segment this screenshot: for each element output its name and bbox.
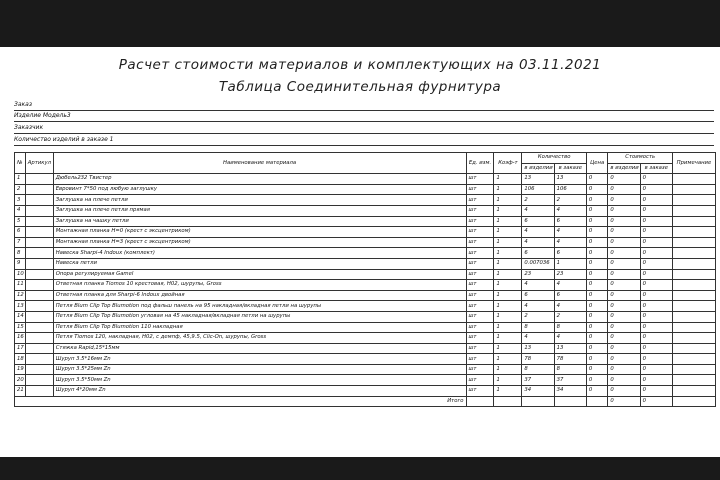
row-cost-item: 0 — [608, 205, 640, 216]
col-article: Артикул — [25, 153, 53, 174]
row-qty-item: 34 — [522, 386, 554, 397]
row-coef: 1 — [494, 364, 522, 375]
row-unit: шт — [466, 301, 494, 312]
row-qty-item: 8 — [522, 364, 554, 375]
row-num: 12 — [15, 290, 26, 301]
row-cost-item: 0 — [608, 258, 640, 269]
row-qty-order: 4 — [554, 205, 586, 216]
row-price: 0 — [586, 280, 608, 291]
row-unit: шт — [466, 322, 494, 333]
materials-table — [14, 152, 716, 407]
row-cost-order: 0 — [640, 311, 672, 322]
row-qty-order: 8 — [554, 364, 586, 375]
row-num: 2 — [15, 184, 26, 195]
row-article — [25, 195, 53, 206]
row-price: 0 — [586, 311, 608, 322]
row-qty-order: 6 — [554, 248, 586, 259]
col-unit: Ед. изм. — [466, 153, 494, 174]
col-price: Цена — [586, 153, 608, 174]
row-cost-item: 0 — [608, 184, 640, 195]
row-cost-item: 0 — [608, 269, 640, 280]
row-price: 0 — [586, 195, 608, 206]
table-row — [15, 364, 716, 375]
row-cost-order: 0 — [640, 258, 672, 269]
row-article — [25, 322, 53, 333]
row-article — [25, 311, 53, 322]
row-article — [25, 227, 53, 238]
row-qty-order: 4 — [554, 301, 586, 312]
row-note — [672, 258, 715, 269]
row-name: Петля Blum Clip Top Blumotion 110 накладная — [53, 322, 466, 333]
row-qty-order: 13 — [554, 174, 586, 185]
row-qty-order: 4 — [554, 333, 586, 344]
row-name: Опора регулируемая Gamel — [53, 269, 466, 280]
row-price: 0 — [586, 227, 608, 238]
row-note — [672, 375, 715, 386]
row-unit: шт — [466, 227, 494, 238]
row-article — [25, 184, 53, 195]
col-cost: Стоимость — [608, 153, 673, 164]
row-note — [672, 333, 715, 344]
row-unit: шт — [466, 280, 494, 291]
row-price: 0 — [586, 290, 608, 301]
row-price: 0 — [586, 205, 608, 216]
row-cost-item: 0 — [608, 237, 640, 248]
row-coef: 1 — [494, 354, 522, 365]
row-num: 6 — [15, 227, 26, 238]
row-article — [25, 375, 53, 386]
row-coef: 1 — [494, 375, 522, 386]
row-unit: шт — [466, 333, 494, 344]
row-num: 13 — [15, 301, 26, 312]
col-num: № — [15, 153, 26, 174]
table-row — [15, 248, 716, 259]
meta-product: Изделие Модель3 — [14, 111, 714, 122]
row-qty-item: 8 — [522, 322, 554, 333]
row-num: 3 — [15, 195, 26, 206]
row-num: 4 — [15, 205, 26, 216]
row-cost-item: 0 — [608, 386, 640, 397]
row-cost-item: 0 — [608, 280, 640, 291]
row-cost-order: 0 — [640, 322, 672, 333]
row-article — [25, 301, 53, 312]
row-unit: шт — [466, 269, 494, 280]
table-row — [15, 216, 716, 227]
col-cost-order: в заказе — [640, 163, 672, 174]
row-cost-item: 0 — [608, 227, 640, 238]
row-name: Стяжка Rapid,15*15мм — [53, 343, 466, 354]
row-note — [672, 343, 715, 354]
row-unit: шт — [466, 386, 494, 397]
row-qty-item: 4 — [522, 280, 554, 291]
row-note — [672, 280, 715, 291]
row-qty-item: 0.007036 — [522, 258, 554, 269]
row-qty-order: 37 — [554, 375, 586, 386]
row-qty-item: 4 — [522, 333, 554, 344]
table-row — [15, 311, 716, 322]
table-row — [15, 290, 716, 301]
row-note — [672, 184, 715, 195]
row-price: 0 — [586, 333, 608, 344]
row-price: 0 — [586, 364, 608, 375]
row-coef: 1 — [494, 248, 522, 259]
row-price: 0 — [586, 184, 608, 195]
col-name: Наименование материала — [53, 153, 466, 174]
row-cost-order: 0 — [640, 174, 672, 185]
row-cost-order: 0 — [640, 354, 672, 365]
row-num: 11 — [15, 280, 26, 291]
row-coef: 1 — [494, 237, 522, 248]
row-name: Евровинт 7*50 под любую заглушку — [53, 184, 466, 195]
row-unit: шт — [466, 184, 494, 195]
row-num: 9 — [15, 258, 26, 269]
row-article — [25, 333, 53, 344]
row-num: 8 — [15, 248, 26, 259]
row-num: 15 — [15, 322, 26, 333]
row-note — [672, 195, 715, 206]
row-qty-item: 4 — [522, 227, 554, 238]
row-num: 5 — [15, 216, 26, 227]
row-name: Навеска петли — [53, 258, 466, 269]
row-unit: шт — [466, 216, 494, 227]
row-article — [25, 269, 53, 280]
row-num: 20 — [15, 375, 26, 386]
row-cost-order: 0 — [640, 216, 672, 227]
row-coef: 1 — [494, 227, 522, 238]
row-coef: 1 — [494, 280, 522, 291]
row-note — [672, 386, 715, 397]
row-cost-order: 0 — [640, 248, 672, 259]
row-qty-item: 37 — [522, 375, 554, 386]
row-qty-order: 23 — [554, 269, 586, 280]
row-price: 0 — [586, 301, 608, 312]
row-cost-order: 0 — [640, 269, 672, 280]
row-article — [25, 174, 53, 185]
row-price: 0 — [586, 375, 608, 386]
row-note — [672, 311, 715, 322]
row-note — [672, 301, 715, 312]
row-num: 10 — [15, 269, 26, 280]
col-cost-item: в изделии — [608, 163, 640, 174]
table-row — [15, 322, 716, 333]
row-price: 0 — [586, 322, 608, 333]
row-coef: 1 — [494, 269, 522, 280]
row-name: Петля Blum Clip Top Blumotion угловая на 45 накладная/вкладная петли на шурупы — [53, 311, 466, 322]
table-row — [15, 227, 716, 238]
document-subtitle: Таблица Соединительная фурнитура — [218, 79, 502, 95]
table-row — [15, 375, 716, 386]
row-qty-order: 78 — [554, 354, 586, 365]
row-note — [672, 269, 715, 280]
row-name: Дюбель232 Твистер — [53, 174, 466, 185]
row-name: Заглушка на чашку петли — [53, 216, 466, 227]
row-num: 21 — [15, 386, 26, 397]
row-qty-order: 8 — [554, 322, 586, 333]
row-num: 17 — [15, 343, 26, 354]
row-name: Монтажная планка H=3 (крест с эксцентриком) — [53, 237, 466, 248]
row-note — [672, 227, 715, 238]
row-name: Петля Tiomos 120, накладная, H02, с демпф, 45,9.5, Clic-On, шурупы, Gross — [53, 333, 466, 344]
row-article — [25, 343, 53, 354]
row-cost-item: 0 — [608, 354, 640, 365]
row-cost-order: 0 — [640, 184, 672, 195]
row-cost-order: 0 — [640, 343, 672, 354]
row-num: 16 — [15, 333, 26, 344]
row-cost-order: 0 — [640, 301, 672, 312]
row-cost-order: 0 — [640, 205, 672, 216]
row-unit: шт — [466, 258, 494, 269]
row-qty-order: 4 — [554, 227, 586, 238]
row-cost-order: 0 — [640, 227, 672, 238]
row-cost-item: 0 — [608, 195, 640, 206]
row-note — [672, 364, 715, 375]
row-name: Шуруп 3.5*16мм Zn — [53, 354, 466, 365]
row-qty-order: 34 — [554, 386, 586, 397]
row-name: Шуруп 3.5*25мм Zn — [53, 364, 466, 375]
row-num: 7 — [15, 237, 26, 248]
table-row — [15, 386, 716, 397]
row-cost-item: 0 — [608, 290, 640, 301]
row-cost-order: 0 — [640, 375, 672, 386]
row-price: 0 — [586, 354, 608, 365]
row-price: 0 — [586, 248, 608, 259]
row-num: 1 — [15, 174, 26, 185]
row-price: 0 — [586, 269, 608, 280]
meta-quantity: Количество изделий в заказе 1 — [14, 135, 714, 146]
document-title: Расчет стоимости материалов и комплектующих на 03.11.2021 — [118, 57, 602, 73]
row-name: Монтажная планка H=0 (крест с эксцентриком) — [53, 227, 466, 238]
row-qty-order: 1 — [554, 258, 586, 269]
table-row — [15, 269, 716, 280]
row-name: Навеска Sharpi-4 Indoux (комплект) — [53, 248, 466, 259]
row-unit: шт — [466, 195, 494, 206]
col-qty-order: в заказе — [554, 163, 586, 174]
row-article — [25, 386, 53, 397]
row-coef: 1 — [494, 174, 522, 185]
row-note — [672, 354, 715, 365]
row-name: Шуруп 3.5*50мм Zn — [53, 375, 466, 386]
row-coef: 1 — [494, 205, 522, 216]
row-cost-item: 0 — [608, 216, 640, 227]
row-note — [672, 216, 715, 227]
row-qty-order: 2 — [554, 311, 586, 322]
col-coef: Коэф-т — [494, 153, 522, 174]
row-coef: 1 — [494, 290, 522, 301]
row-qty-item: 6 — [522, 290, 554, 301]
row-qty-item: 78 — [522, 354, 554, 365]
row-article — [25, 258, 53, 269]
row-article — [25, 216, 53, 227]
row-article — [25, 280, 53, 291]
row-article — [25, 248, 53, 259]
row-unit: шт — [466, 248, 494, 259]
row-coef: 1 — [494, 258, 522, 269]
row-note — [672, 205, 715, 216]
row-qty-order: 13 — [554, 343, 586, 354]
row-unit: шт — [466, 174, 494, 185]
table-row — [15, 333, 716, 344]
col-qty-item: в изделии — [522, 163, 554, 174]
row-coef: 1 — [494, 311, 522, 322]
row-note — [672, 290, 715, 301]
row-price: 0 — [586, 258, 608, 269]
row-qty-item: 4 — [522, 237, 554, 248]
row-cost-order: 0 — [640, 195, 672, 206]
row-qty-order: 4 — [554, 237, 586, 248]
row-price: 0 — [586, 237, 608, 248]
row-unit: шт — [466, 343, 494, 354]
row-name: Петля Blum Clip Top Blumotion под фальш панель на 95 накладная/вкладная петли на шурупы — [53, 301, 466, 312]
row-coef: 1 — [494, 322, 522, 333]
row-cost-item: 0 — [608, 333, 640, 344]
row-qty-item: 6 — [522, 248, 554, 259]
row-article — [25, 290, 53, 301]
row-qty-item: 4 — [522, 205, 554, 216]
row-unit: шт — [466, 237, 494, 248]
row-coef: 1 — [494, 343, 522, 354]
row-qty-item: 6 — [522, 216, 554, 227]
row-price: 0 — [586, 343, 608, 354]
meta-order: Заказ — [14, 100, 714, 111]
row-coef: 1 — [494, 216, 522, 227]
row-cost-item: 0 — [608, 375, 640, 386]
row-unit: шт — [466, 290, 494, 301]
row-num: 14 — [15, 311, 26, 322]
total-cost-item: 0 — [608, 396, 640, 407]
row-price: 0 — [586, 216, 608, 227]
row-name: Заглушка на плече петли — [53, 195, 466, 206]
row-cost-item: 0 — [608, 322, 640, 333]
row-price: 0 — [586, 174, 608, 185]
row-qty-item: 4 — [522, 301, 554, 312]
row-coef: 1 — [494, 195, 522, 206]
row-price: 0 — [586, 386, 608, 397]
row-unit: шт — [466, 311, 494, 322]
row-cost-item: 0 — [608, 343, 640, 354]
table-row — [15, 184, 716, 195]
row-qty-item: 23 — [522, 269, 554, 280]
table-body — [15, 174, 716, 396]
row-coef: 1 — [494, 333, 522, 344]
row-qty-order: 2 — [554, 195, 586, 206]
table-row — [15, 343, 716, 354]
row-unit: шт — [466, 364, 494, 375]
row-note — [672, 248, 715, 259]
table-row — [15, 237, 716, 248]
row-article — [25, 354, 53, 365]
row-cost-order: 0 — [640, 237, 672, 248]
row-qty-item: 13 — [522, 343, 554, 354]
table-row — [15, 258, 716, 269]
row-unit: шт — [466, 375, 494, 386]
total-row — [15, 396, 716, 407]
row-article — [25, 364, 53, 375]
meta-customer: Заказчик — [14, 123, 714, 134]
table-row — [15, 195, 716, 206]
row-qty-order: 4 — [554, 280, 586, 291]
row-qty-order: 106 — [554, 184, 586, 195]
row-name: Заглушка на плече петли прямая — [53, 205, 466, 216]
row-qty-order: 6 — [554, 290, 586, 301]
row-note — [672, 322, 715, 333]
bottom-bar — [0, 457, 720, 480]
row-qty-item: 2 — [522, 311, 554, 322]
col-qty: Количество — [522, 153, 587, 164]
row-num: 19 — [15, 364, 26, 375]
row-qty-order: 6 — [554, 216, 586, 227]
row-cost-order: 0 — [640, 333, 672, 344]
row-article — [25, 237, 53, 248]
row-qty-item: 13 — [522, 174, 554, 185]
row-note — [672, 174, 715, 185]
table-row — [15, 354, 716, 365]
row-qty-item: 106 — [522, 184, 554, 195]
row-qty-item: 2 — [522, 195, 554, 206]
row-name: Шуруп 4*20мм Zn — [53, 386, 466, 397]
row-cost-item: 0 — [608, 301, 640, 312]
row-name: Ответная планка Tiomos 10 крестовая, H02, шурупы, Gross — [53, 280, 466, 291]
row-cost-item: 0 — [608, 311, 640, 322]
row-cost-item: 0 — [608, 248, 640, 259]
row-note — [672, 237, 715, 248]
row-cost-order: 0 — [640, 290, 672, 301]
total-label: Итого — [15, 396, 467, 407]
row-unit: шт — [466, 205, 494, 216]
row-num: 18 — [15, 354, 26, 365]
table-row — [15, 174, 716, 185]
row-coef: 1 — [494, 184, 522, 195]
table-row — [15, 280, 716, 291]
row-cost-order: 0 — [640, 280, 672, 291]
row-cost-order: 0 — [640, 364, 672, 375]
row-article — [25, 205, 53, 216]
row-cost-item: 0 — [608, 364, 640, 375]
table-row — [15, 301, 716, 312]
row-coef: 1 — [494, 301, 522, 312]
row-cost-item: 0 — [608, 174, 640, 185]
col-note: Примечание — [672, 153, 715, 174]
row-coef: 1 — [494, 386, 522, 397]
row-name: Ответная планка для Sharpi-6 Indoux двойная — [53, 290, 466, 301]
total-cost-order: 0 — [640, 396, 672, 407]
row-unit: шт — [466, 354, 494, 365]
row-cost-order: 0 — [640, 386, 672, 397]
table-row — [15, 205, 716, 216]
